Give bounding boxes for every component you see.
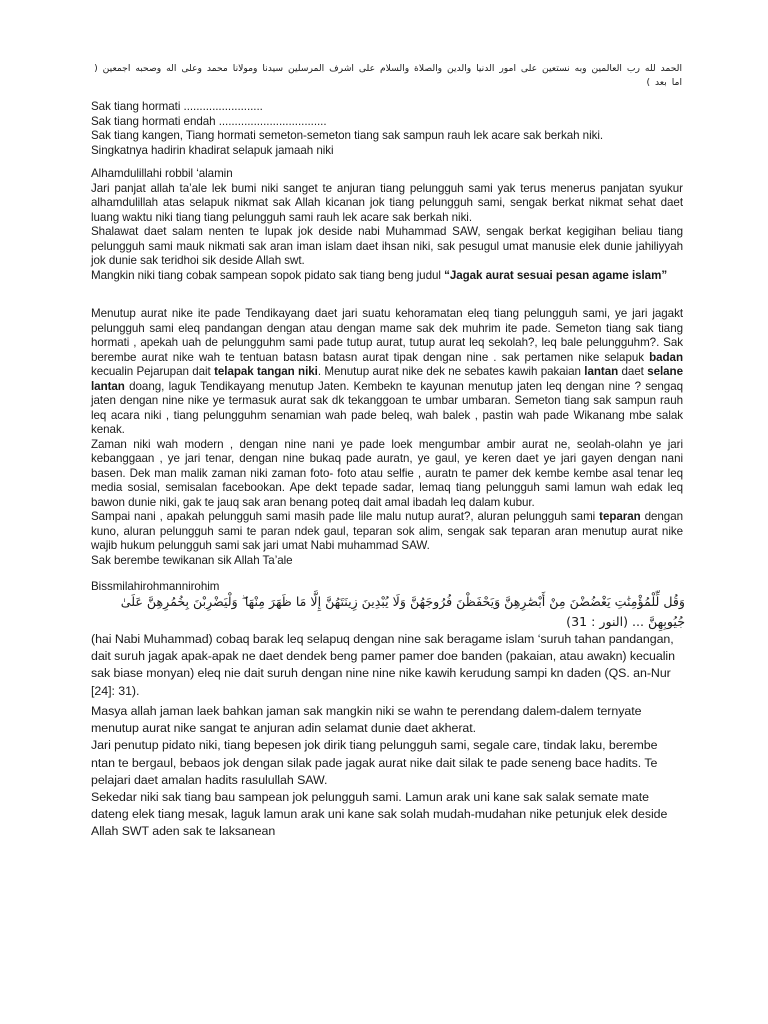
body-block [91,307,683,568]
speech-title: “Jagak aurat sesuai pesan agame islam” [444,268,668,282]
opening-block [91,167,683,283]
berembe-line: Sak berembe tewikanan sik Allah Ta’ale [91,553,293,567]
bold-run: telapak tangan niki [214,365,318,378]
bold-run: lantan [584,365,619,378]
text-run: . Menutup aurat nike dek ne sebates kawih pakaian [317,365,585,378]
closing-block [91,703,683,841]
penutup-paragraph: Jari penutup pidato niki, tiang bepesen jok dirik tiang pelungguh sami, segale care, tindak laku, berembe ntan te bergaul, bebaos jok dengan silak pade jagak aurat nike dait silak te pade seneng bace hadits. Te pelajari daet amalan hadits rasulullah SAW. [91,738,658,787]
bold-run: teparan [599,510,641,523]
greeting-line: Sak tiang kangen, Tiang hormati semeton-semeton tiang sak sampun rauh lek acare sak berkah niki. [91,129,604,142]
bold-run: badan [649,350,683,364]
arabic-opening: الحمد لله رب العالمين وبه نستعين على امور الدنيا والدين والصلاة والسلام على اشرف المرسلين سيدنا ومولانا محمد وعلى اله وصحبه اجمعين ( اما بعد ) [94,63,682,88]
text-run: kecualin Pejarupan dait [91,365,215,378]
sekedar-paragraph: Sekedar niki sak tiang bau sampean jok pelungguh sami. Lamun arak uni kane sak salak semate mate dateng elek tiang mesak, laguk lamun arak uni kane sak solah mudah-mudahan nike petunjuk elek deside Allah SWT aden sak te laksanean [91,790,668,839]
greeting-line: Singkatnya hadirin khadirat selapuk jamaah niki [91,143,334,157]
greeting-line: Sak tiang hormati ......................... [91,100,263,113]
verse-translation: (hai Nabi Muhammad) cobaq barak leq selapuq dengan nine sak beragame islam ‘suruh tahan pandangan, dait suruh jagak apak-apak ne daet dendek beng pamer pamer doe banden (pakaian, atau awakn) kecualin sak biase monyan) eleq nie dait suruh dengan nine nine nike kawih kerudung sampi kn daden (QS. an-Nur [24]: 31). [91,632,675,698]
text-run: Menutup aurat nike ite pade Tendikayang daet jari suatu kehoramatan eleq tiang pelungguh sami, ye jari jagakt pelungguh sami eleq pandangan dengan atau dengan mame sak dek muhrim ite pade. Semeton tiang sak tiang hormati , apekah uah de pelungguhm sami pade tutup aurat, tutup aurat leq sekolah?, leq bale pelungguhm?. Sak berembe aurat nike wah te tentuan batasn batasn aurat tipak dengan nine . sak pertamen nike selapuk [91,307,683,364]
masya-paragraph: Masya allah jaman laek bahkan jaman sak mangkin niki se wahn te perendang dalem-dalem ternyate menutup aurat nike sangat te anjuran adin selamat dunie daet akherat. [91,704,642,736]
text-run: doang, laguk Tendikayang menutup Jaten. Kembekn te kayunan menutup jaten leq dengan nine ? sengaq jaten dengan nine nike ye termasuk aurat sak dk tekanggoan te umbar umbaran. Semeton tiang sak sampun rauh leq acara niki , tiang pelungguhm senamian wah pade beleq, wah balek , pastin wah pade Wikanang mbe salak kenak. [91,379,683,436]
greetings-block [91,100,683,158]
menutup-aurat-paragraph [91,307,683,438]
alhamdulillah-line: Alhamdulillahi robbil ‘alamin [91,167,233,180]
zaman-paragraph: Zaman niki wah modern , dengan nine nani ye pade loek mengumbar ambir aurat ne, seolah-olahn ye jari kebanggaan , ye jari tenar, dengan nine bukaq pade auratn, ye gaul, ye keren daet ye jari gayen dengan nani basen. Dek man malik zaman niki zaman foto- foto atau selfie , auratn te pamer dek kembe kembe asal tenar leq media sosial, semisalan facebookan. Ape dekt tepade sadar, lemaq tiang pelungguh sami lamun wah edak leq bawon dunie niki, gak te jauq sak aran benang poteq dait amal ibadah leq dalam kubur. [91,437,683,509]
quran-verse: وَقُل لِّلْمُؤْمِنَٰتِ يَغْضُضْنَ مِنْ أَبْصَٰرِهِنَّ وَيَحْفَظْنَ فُرُوجَهُنَّ وَلَا يُبْدِينَ زِينَتَهُنَّ إِلَّا مَا ظَهَرَ مِنْهَا ۖ وَلْيَضْرِبْنَ بِخُمُرِهِنَّ عَلَىٰ جُيُوبِهِنَّ ... (النور : 31) [120,594,685,629]
translation-block [91,631,683,700]
opening-paragraph: Jari panjat allah ta’ale lek bumi niki sanget te anjuran tiang pelungguh sami yak terus menerus panjatan syukur alhamdulillah atas selapuk nikmat sak Allah kicanan jok tiang pelungguh sami, sengak berkat nikmat sehat daet luang waktu niki tiang tiang pelungguh sami rauh lek acare sak berkah niki. [91,181,683,224]
shalawat-paragraph: Shalawat daet salam nenten te lupak jok deside nabi Muhammad SAW, sengak berkat kegigihan beliau tiang pelungguh sami mauk nikmati sak aran iman islam daet ihsan niki, sak pesugul umat manusie elek dunie jahiliyyah jok dunie sak teridhoi sik deside Allah swt. [91,225,683,267]
sampai-paragraph [91,510,683,554]
greeting-line: Sak tiang hormati endah .................................. [91,114,327,128]
bold-run: selane lantan [91,365,683,393]
text-run: dengan kuno, aluran pelungguh sami te paran ndek gaul, teparan sok alim, sengak sak teparan aran menutup aurat nike wajib hukum pelungguh sami sak jari umat Nabi muhammad SAW. [91,510,683,552]
title-paragraph [91,269,683,284]
bismillah-line: Bissmilahirohmannirohim [91,580,220,593]
text-run: Sampai nani , apakah pelungguh sami masih pade lile malu nutup aurat?, aluran pelungguh sami [91,510,600,523]
title-intro: Mangkin niki tiang cobak sampean sopok pidato sak tiang beng judul [91,268,445,282]
text-run: daet [618,365,648,378]
